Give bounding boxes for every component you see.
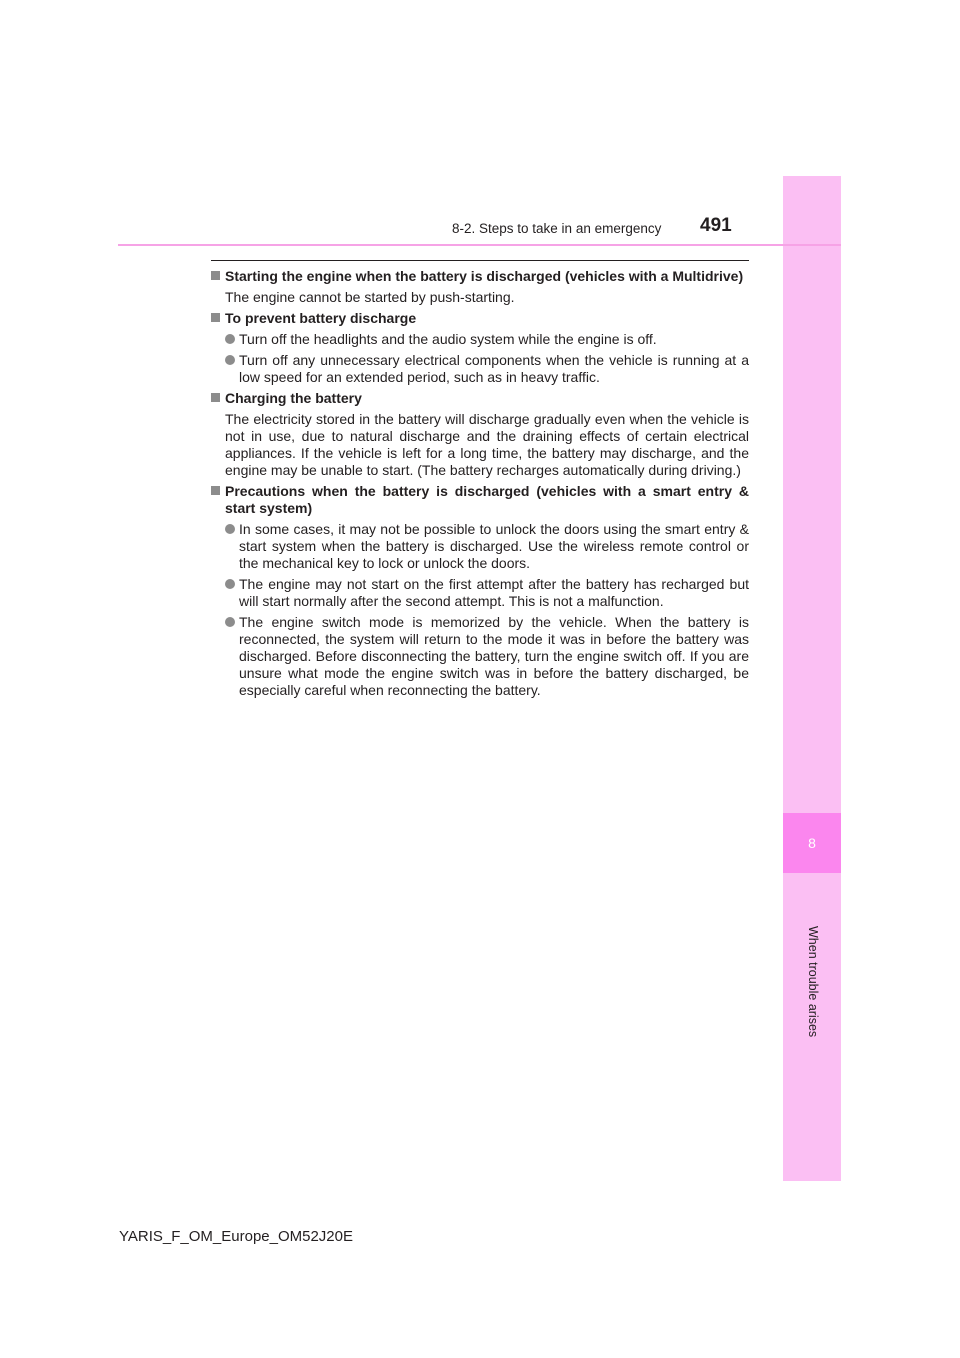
header-rule xyxy=(118,244,841,246)
square-bullet-icon xyxy=(211,313,220,322)
section-heading: To prevent battery discharge xyxy=(225,310,417,326)
page-number: 491 xyxy=(700,215,732,236)
section-paragraph: The engine cannot be started by push-starting. xyxy=(225,289,515,305)
section-precautions xyxy=(211,483,749,699)
section-paragraph: The electricity stored in the battery will discharge gradually even when the vehicle is not in use, due to natural discharge and the draining effects of certain electrical appliances. If the vehicle is left for a long time, the battery may discharge, and the engine may be unable to start. (The battery recharges automatically during driving.) xyxy=(225,411,749,478)
section-prevent-discharge xyxy=(211,310,749,386)
square-bullet-icon xyxy=(211,486,220,495)
list-item: Turn off the headlights and the audio system while the engine is off. xyxy=(211,331,749,348)
circle-bullet-icon xyxy=(225,579,235,589)
chapter-number: 8 xyxy=(783,813,841,873)
list-item: The engine may not start on the first attempt after the battery has recharged but will start normally after the second attempt. This is not a malfunction. xyxy=(211,576,749,610)
square-bullet-icon xyxy=(211,271,220,280)
section-start-multidrive xyxy=(211,268,749,306)
content-top-rule xyxy=(211,260,749,261)
list-item: Turn off any unnecessary electrical components when the vehicle is running at a low speed for an extended period, such as in heavy traffic. xyxy=(211,352,749,386)
circle-bullet-icon xyxy=(225,355,235,365)
section-heading: Starting the engine when the battery is discharged (vehicles with a Multidrive) xyxy=(225,268,744,284)
circle-bullet-icon xyxy=(225,334,235,344)
section-heading: Charging the battery xyxy=(225,390,362,406)
page-content xyxy=(211,268,749,703)
square-bullet-icon xyxy=(211,393,220,402)
chapter-label: When trouble arises xyxy=(806,926,820,1038)
section-title: 8-2. Steps to take in an emergency xyxy=(452,221,662,236)
list-item: The engine switch mode is memorized by the vehicle. When the battery is reconnected, the system will return to the mode it was in before the battery was discharged. Before disconnecting the battery, turn the engine switch off. If you are unsure what mode the engine switch was in before the battery discharged, be especially careful when reconnecting the battery. xyxy=(211,614,749,699)
section-charging xyxy=(211,390,749,479)
section-heading: Precautions when the battery is discharged (vehicles with a smart entry & start system) xyxy=(225,483,749,516)
circle-bullet-icon xyxy=(225,617,235,627)
document-code: YARIS_F_OM_Europe_OM52J20E xyxy=(119,1228,354,1245)
list-item: In some cases, it may not be possible to unlock the doors using the smart entry & start system when the battery is discharged. Use the wireless remote control or the mechanical key to lock or unlock the doors. xyxy=(211,521,749,572)
circle-bullet-icon xyxy=(225,524,235,534)
